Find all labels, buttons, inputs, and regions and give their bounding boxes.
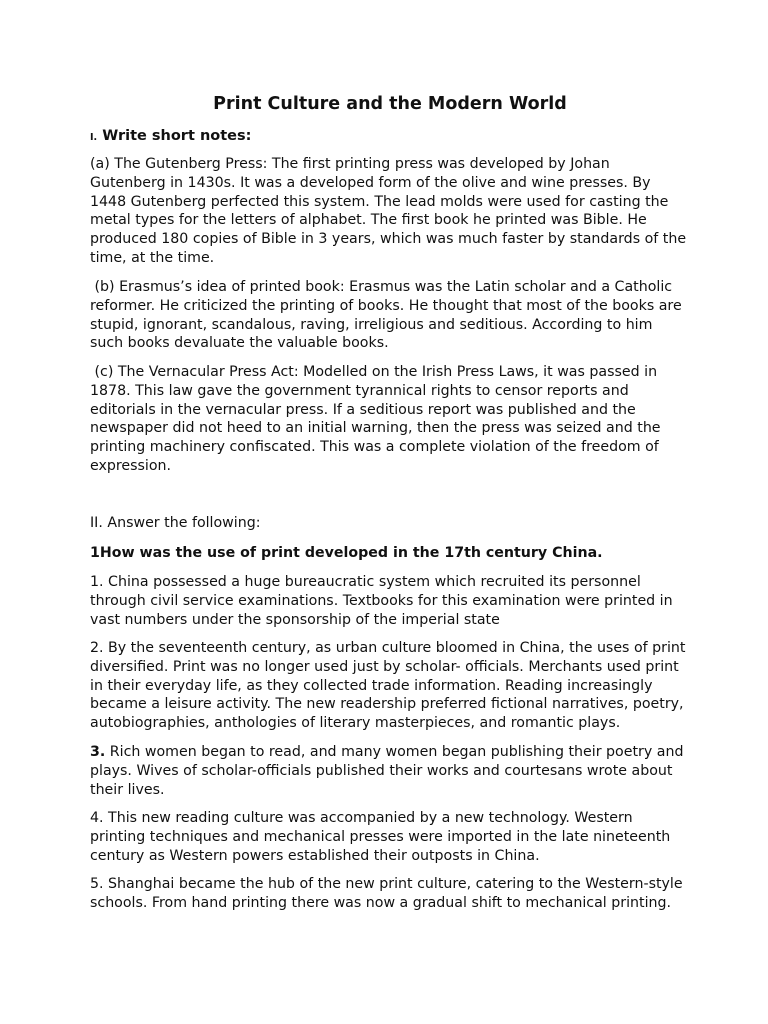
answer-1-line: through civil service examinations. Textbooks for this examination were printed in [90, 592, 673, 609]
answer-2-line: 2. By the seventeenth century, as urban culture bloomed in China, the uses of print [90, 640, 686, 656]
answer-2-line: autobiographies, anthologies of literary masterpieces, and romantic plays. [90, 715, 621, 732]
answer-1-line: 1. China possessed a huge bureaucratic system which recruited its personnel [90, 574, 641, 590]
note-c-line: printing machinery confiscated. This was a complete violation of the freedom of [90, 439, 659, 456]
answer-1-paragraph [90, 573, 690, 629]
note-a-line: (a) The Gutenberg Press: The first printing press was developed by Johan [90, 156, 610, 172]
note-a-line: 1448 Gutenberg perfected this system. The lead molds were used for casting the [90, 193, 669, 210]
note-a-line: time, at the time. [90, 249, 215, 266]
note-a-line: produced 180 copies of Bible in 3 years, which was much faster by standards of the [90, 231, 687, 248]
answer-5-line: schools. From hand printing there was now a gradual shift to mechanical printing. [90, 894, 672, 911]
section-1-heading-text: Write short notes: [102, 128, 252, 144]
section-2-heading-text: II. Answer the following: [90, 515, 261, 531]
answer-2-paragraph [90, 639, 690, 733]
question-heading: 1How was the use of print developed in the 17th century China. [90, 545, 603, 561]
note-a-paragraph [90, 155, 690, 268]
note-b-line: (b) Erasmus’s idea of printed book: Erasmus was the Latin scholar and a Catholic [90, 279, 673, 295]
section-1-marker: I. [90, 132, 98, 143]
note-b-line: such books devaluate the valuable books. [90, 335, 389, 352]
answer-3-first-line-text: Rich women began to read, and many women began publishing their poetry and [105, 744, 684, 760]
answer-3-line [90, 743, 690, 762]
answer-4-line: printing techniques and mechanical presses were imported in the late nineteenth [90, 828, 671, 845]
answer-2-line: in their everyday life, as they collected trade information. Reading increasingly [90, 677, 653, 694]
note-b-line: stupid, ignorant, scandalous, raving, irreligious and seditious. According to him [90, 316, 653, 333]
note-c-paragraph [90, 363, 690, 476]
note-a-line: metal types for the letters of alphabet. The first book he printed was Bible. He [90, 212, 647, 229]
answer-4-line: century as Western powers established their outposts in China. [90, 847, 540, 864]
answer-5-line: 5. Shanghai became the hub of the new print culture, catering to the Western-style [90, 876, 683, 892]
note-c-line: (c) The Vernacular Press Act: Modelled on the Irish Press Laws, it was passed in [90, 364, 658, 380]
note-a-line: Gutenberg in 1430s. It was a developed form of the olive and wine presses. By [90, 174, 651, 191]
answer-3-line: their lives. [90, 781, 165, 798]
section-2-heading [90, 514, 690, 533]
answer-5-paragraph [90, 875, 690, 913]
answer-3-line: plays. Wives of scholar-officials published their works and courtesans wrote about [90, 762, 673, 779]
note-c-line: editorials in the vernacular press. If a seditious report was published and the [90, 401, 636, 418]
answer-4-line: 4. This new reading culture was accompanied by a new technology. Western [90, 810, 633, 826]
answer-4-paragraph [90, 809, 690, 865]
answer-1-line: vast numbers under the sponsorship of the imperial state [90, 611, 500, 628]
note-c-line: newspaper did not heed to an initial warning, then the press was seized and the [90, 420, 661, 437]
answer-3-paragraph [90, 743, 690, 799]
note-c-line: 1878. This law gave the government tyrannical rights to censor reports and [90, 382, 629, 399]
note-b-line: reformer. He criticized the printing of books. He thought that most of the books are [90, 297, 682, 314]
answer-2-line: became a leisure activity. The new readership preferred fictional narratives, poetry, [90, 696, 684, 713]
answer-2-line: diversified. Print was no longer used just by scholar- officials. Merchants used print [90, 658, 679, 675]
answer-3-number: 3. [90, 744, 106, 760]
section-1-heading [90, 126, 251, 148]
note-b-paragraph [90, 278, 690, 353]
page-title: Print Culture and the Modern World [213, 94, 567, 114]
note-c-line: expression. [90, 457, 172, 474]
